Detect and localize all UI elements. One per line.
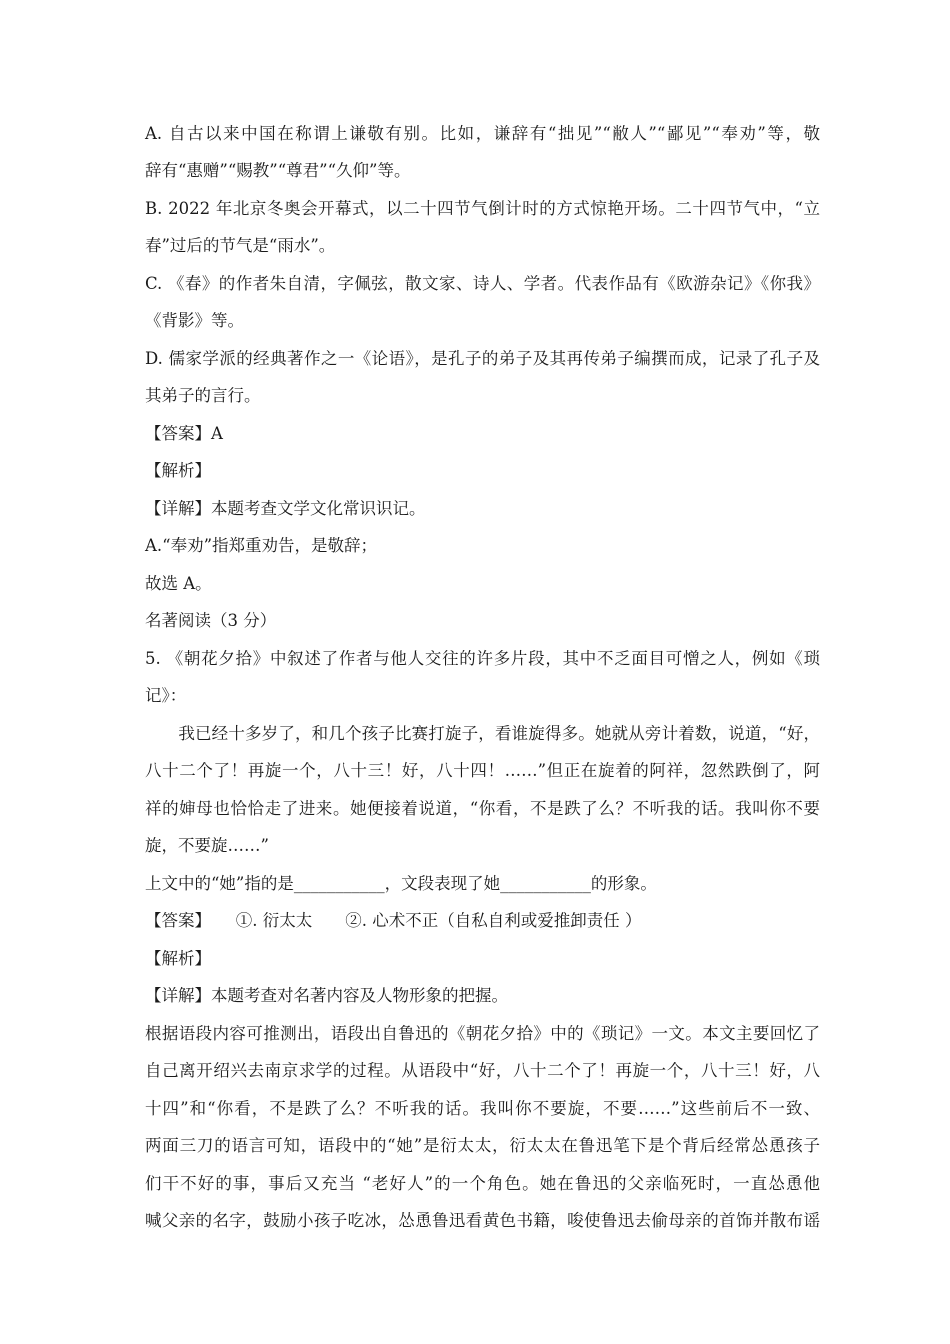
answer-label-q4: 【答案】A <box>145 424 223 443</box>
detail-q5-line-5: 们干不好的事，事后又充当 “老好人”的一个角色。她在鲁迅的父亲临死时，一直怂恿他 <box>145 1174 820 1193</box>
option-b-line-2: 春”过后的节气是“雨水”。 <box>145 236 336 255</box>
answer-q5: 【答案】 ①. 衍太太 ②. 心术不正（自私自利或爱推卸责任 ） <box>145 911 642 930</box>
detail-q5-line-6: 喊父亲的名字，鼓励小孩子吃冰，怂恿鲁迅看黄色书籍，唆使鲁迅去偷母亲的首饰并散布谣 <box>145 1211 820 1230</box>
detail-q5-line-3: 十四”和“你看，不是跌了么？不听我的话。我叫你不要旋，不要……”这些前后不一致、 <box>145 1099 820 1118</box>
option-c-line-1: C. 《春》的作者朱自清，字佩弦，散文家、诗人、学者。代表作品有《欧游杂记》《你我》 <box>145 274 820 293</box>
option-d-line-1: D. 儒家学派的经典著作之一《论语》，是孔子的弟子及其再传弟子编撰而成，记录了孔子及 <box>145 349 820 368</box>
detail-q4-a: A.“奉劝”指郑重劝告，是敬辞； <box>145 536 378 555</box>
question-5-line-1: 5. 《朝花夕拾》中叙述了作者与他人交往的许多片段，其中不乏面目可憎之人，例如《琐 <box>145 649 820 668</box>
detail-q4: 【详解】本题考查文学文化常识识记。 <box>145 499 426 518</box>
option-c-line-2: 《背影》等。 <box>145 311 244 330</box>
option-b-line-1: B. 2022 年北京冬奥会开幕式，以二十四节气倒计时的方式惊艳开场。二十四节气中，“立 <box>145 199 820 218</box>
option-d-line-2: 其弟子的言行。 <box>145 386 261 405</box>
detail-q5-line-2: 自己离开绍兴去南京求学的过程。从语段中“好，八十二个了！再旋一个，八十三！好，八 <box>145 1061 820 1080</box>
choice-conclusion: 故选 A。 <box>145 574 212 593</box>
option-a-line-2: 辞有“惠赠”“赐教”“尊君”“久仰”等。 <box>145 161 411 180</box>
detail-q5-line-4: 两面三刀的语言可知，语段中的“她”是衍太太，衍太太在鲁迅笔下是个背后经常怂恿孩子 <box>145 1136 820 1155</box>
excerpt-line-4: 旋，不要旋……” <box>145 836 269 855</box>
excerpt-line-1: 我已经十多岁了，和几个孩子比赛打旋子，看谁旋得多。她就从旁计着数，说道，“好， <box>145 724 820 743</box>
excerpt-line-3: 祥的婶母也恰恰走了进来。她便接着说道，“你看，不是跌了么？不听我的话。我叫你不要 <box>145 799 820 818</box>
detail-q5-line-1: 根据语段内容可推测出，语段出自鲁迅的《朝花夕拾》中的《琐记》一文。本文主要回忆了 <box>145 1024 820 1043</box>
analysis-label-q4: 【解析】 <box>145 461 211 480</box>
excerpt-line-2: 八十二个了！再旋一个，八十三！好，八十四！……”但正在旋着的阿祥，忽然跌倒了，阿 <box>145 761 820 780</box>
analysis-label-q5: 【解析】 <box>145 949 211 968</box>
question-5-line-2: 记》： <box>145 686 187 705</box>
section-heading-reading: 名著阅读（3 分） <box>145 611 277 630</box>
option-a-line-1: A. 自古以来中国在称谓上谦敬有别。比如，谦辞有“拙见”“敝人”“鄙见”“奉劝”等，敬 <box>145 124 820 143</box>
detail-q5: 【详解】本题考查对名著内容及人物形象的把握。 <box>145 986 508 1005</box>
question-5-prompt: 上文中的“她”指的是___________，文段表现了她___________的形象。 <box>145 874 657 893</box>
